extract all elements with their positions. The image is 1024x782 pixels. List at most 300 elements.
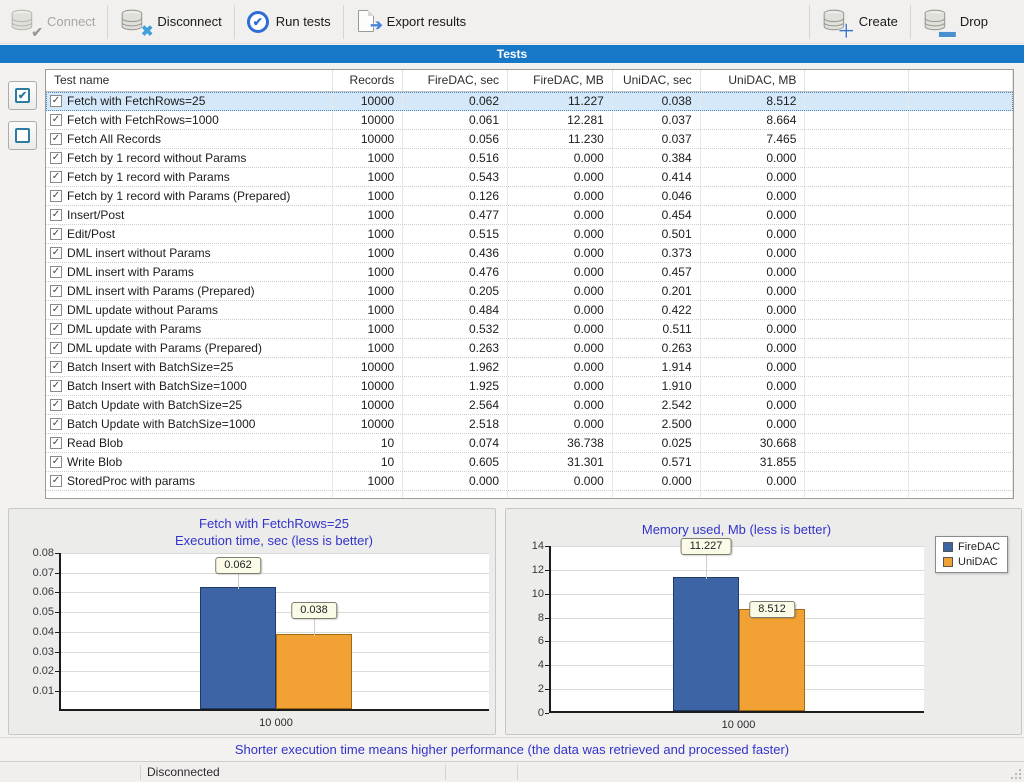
value-cell: 36.738 [508,434,613,452]
table-row[interactable] [46,472,1013,491]
test-name-cell [46,339,333,357]
value-cell [909,320,1013,338]
value-cell: 30.668 [701,434,806,452]
value-cell: 0.605 [403,453,508,471]
value-cell: 0.000 [701,263,806,281]
value-cell [805,130,909,148]
value-cell: 1.962 [403,358,508,376]
value-cell: 0.000 [508,187,613,205]
y-axis-tick [545,570,549,571]
toolbar-separator [107,5,108,39]
value-cell: 0.000 [508,225,613,243]
y-axis-tick [545,641,549,642]
unidac-bar [276,634,352,709]
value-cell: 0.000 [701,320,806,338]
y-axis-tick-label: 0.06 [32,586,54,598]
test-name: DML insert with Params [67,265,194,279]
table-row[interactable] [46,130,1013,149]
y-axis-tick-label: 0.03 [32,646,54,658]
value-cell: 0.000 [701,187,806,205]
table-row[interactable] [46,282,1013,301]
row-checkbox[interactable]: ✓ [51,209,61,220]
gridline [61,573,489,574]
value-cell [805,453,909,471]
value-cell: 0.000 [701,339,806,357]
value-cell: 10000 [333,415,403,433]
drop-button[interactable] [913,3,998,41]
test-name-cell [46,187,333,205]
y-axis-tick-label: 12 [531,564,544,576]
value-cell: 0.126 [403,187,508,205]
value-cell: 0.000 [508,263,613,281]
statusbar-separator [517,765,518,780]
value-cell [805,225,909,243]
value-cell: 0.000 [701,206,806,224]
value-cell: 0.000 [613,472,701,490]
y-axis-tick-label: 6 [537,635,544,647]
value-cell: 11.230 [508,130,613,148]
value-cell: 0.000 [701,472,806,490]
toolbar [0,0,1024,44]
value-cell: 0.000 [701,282,806,300]
checked-box-icon: ✔ [15,88,30,103]
row-checkbox[interactable]: ✓ [51,361,61,372]
test-name-cell [46,130,333,148]
value-cell: 1000 [333,282,403,300]
value-cell: 0.263 [613,339,701,357]
value-cell: 0.384 [613,149,701,167]
y-axis-tick [545,665,549,666]
legend-item [943,541,1000,553]
row-checkbox[interactable]: ✓ [51,342,61,353]
y-axis-tick-label: 0.05 [32,606,54,618]
value-cell: 0.436 [403,244,508,262]
connection-status: Disconnected [147,765,220,779]
value-cell [805,472,909,490]
performance-note: Shorter execution time means higher performance (the data was retrieved and processed faster) [0,737,1024,761]
column-header[interactable]: Records [333,70,403,91]
value-cell: 0.000 [701,415,806,433]
value-cell: 2.518 [403,415,508,433]
value-cell [909,263,1013,281]
value-callout: 0.062 [215,557,261,574]
y-axis-tick [55,573,59,574]
connect-button[interactable] [0,3,105,41]
value-cell: 0.000 [508,149,613,167]
test-name-cell [46,92,333,110]
row-checkbox[interactable]: ✓ [51,95,61,106]
y-axis-tick-label: 10 [531,588,544,600]
value-cell [909,225,1013,243]
y-axis-tick [55,632,59,633]
table-row[interactable] [46,149,1013,168]
export-results-label: Export results [386,14,467,29]
value-cell [805,358,909,376]
value-cell: 31.855 [701,453,806,471]
value-cell: 0.543 [403,168,508,186]
value-cell: 1.925 [403,377,508,395]
value-cell: 0.205 [403,282,508,300]
value-cell: 0.373 [613,244,701,262]
test-name: StoredProc with params [67,474,196,488]
value-cell: 11.227 [508,92,613,110]
toolbar-separator [910,5,911,39]
value-cell: 8.664 [701,111,806,129]
test-name-cell [46,301,333,319]
value-cell: 0.422 [613,301,701,319]
run-tests-label: Run tests [275,14,331,29]
value-cell [909,301,1013,319]
y-axis-tick [545,713,549,714]
value-cell: 10000 [333,377,403,395]
value-cell [909,415,1013,433]
value-cell: 0.000 [701,225,806,243]
table-filler [46,491,1013,499]
plot-area [32,547,489,729]
y-axis-tick [545,594,549,595]
value-cell [909,339,1013,357]
chart-legend [935,536,1008,573]
value-cell: 0.037 [613,111,701,129]
table-row[interactable] [46,244,1013,263]
table-row[interactable] [46,453,1013,472]
legend-label: FireDAC [958,541,1001,553]
test-name-cell [46,453,333,471]
toolbar-separator [809,5,810,39]
column-header[interactable] [909,70,1013,91]
value-cell: 0.511 [613,320,701,338]
y-axis-tick [55,691,59,692]
test-name-cell [46,263,333,281]
database-x-icon: ✖ [120,8,150,36]
value-cell [909,396,1013,414]
test-name-cell [46,111,333,129]
table-row[interactable] [46,168,1013,187]
value-cell: 0.454 [613,206,701,224]
table-row[interactable] [46,206,1013,225]
test-name: Batch Insert with BatchSize=1000 [67,379,247,393]
value-cell: 1000 [333,206,403,224]
value-cell [909,434,1013,452]
test-name: DML update without Params [67,303,218,317]
table-row[interactable] [46,339,1013,358]
test-name: Fetch with FetchRows=1000 [67,113,219,127]
y-axis-tick-label: 14 [531,540,544,552]
resize-grip-icon[interactable] [1010,768,1022,780]
y-axis-tick [55,612,59,613]
y-axis-tick-label: 0.02 [32,665,54,677]
legend-swatch-icon [943,542,953,552]
column-header[interactable]: UniDAC, MB [701,70,806,91]
row-checkbox[interactable]: ✓ [51,323,61,334]
value-cell: 0.571 [613,453,701,471]
test-name-cell [46,168,333,186]
test-name: Fetch All Records [67,132,162,146]
value-cell [805,244,909,262]
y-axis-tick [545,546,549,547]
unchecked-box-icon [15,128,30,143]
y-axis-tick-label: 4 [537,659,544,671]
value-cell: 1000 [333,225,403,243]
test-name: DML insert with Params (Prepared) [67,284,255,298]
check-all-button[interactable] [8,81,37,110]
y-axis-tick-label: 0 [537,707,544,719]
legend-item [943,556,1000,568]
memory-used-chart [505,508,1022,735]
value-cell: 8.512 [701,92,806,110]
test-name-cell [46,434,333,452]
value-cell: 0.000 [508,472,613,490]
firedac-bar [200,587,276,709]
column-header[interactable] [805,70,909,91]
value-cell: 0.038 [613,92,701,110]
value-cell: 0.516 [403,149,508,167]
table-row[interactable] [46,92,1013,111]
value-cell [909,282,1013,300]
value-cell [805,320,909,338]
value-cell: 0.000 [701,396,806,414]
value-cell: 10000 [333,396,403,414]
row-checkbox[interactable]: ✓ [51,190,61,201]
database-plus-icon: ＋ [822,8,852,36]
test-name: DML insert without Params [67,246,211,260]
export-results-button[interactable] [346,3,476,41]
row-checkbox[interactable]: ✓ [51,228,61,239]
y-axis-tick-label: 0.07 [32,567,54,579]
value-cell [909,377,1013,395]
y-axis-tick [545,618,549,619]
value-cell [805,168,909,186]
row-checkbox[interactable]: ✓ [51,304,61,315]
tests-panel-header [0,45,1024,63]
test-name-cell [46,415,333,433]
value-cell: 0.074 [403,434,508,452]
database-minus-icon: ▬ [923,8,953,36]
column-header[interactable]: UniDAC, sec [613,70,701,91]
y-axis-tick [55,652,59,653]
value-cell: 0.061 [403,111,508,129]
value-cell: 1000 [333,472,403,490]
row-checkbox[interactable]: ✓ [51,152,61,163]
value-callout: 11.227 [681,538,732,555]
y-axis-tick-label: 2 [537,683,544,695]
value-cell: 10000 [333,92,403,110]
test-name: DML update with Params [67,322,202,336]
value-cell: 0.000 [508,396,613,414]
unidac-bar [739,609,805,711]
legend-label: UniDAC [958,556,998,568]
value-cell: 31.301 [508,453,613,471]
value-cell: 1000 [333,168,403,186]
y-axis-tick [55,592,59,593]
statusbar-separator [445,765,446,780]
column-header[interactable]: Test name [46,70,333,91]
test-name: Edit/Post [67,227,116,241]
test-name-cell [46,320,333,338]
value-cell [909,111,1013,129]
toolbar-separator [234,5,235,39]
value-cell: 0.000 [508,282,613,300]
value-cell: 0.062 [403,92,508,110]
value-cell: 1000 [333,149,403,167]
value-cell: 0.000 [403,472,508,490]
value-cell: 0.037 [613,130,701,148]
value-cell [805,434,909,452]
row-checkbox[interactable]: ✓ [51,114,61,125]
value-cell: 0.000 [508,320,613,338]
disconnect-button[interactable] [110,3,231,41]
statusbar-separator [140,765,141,780]
value-cell: 1000 [333,301,403,319]
value-cell: 1000 [333,244,403,262]
gridline [551,546,924,547]
value-cell: 0.000 [701,244,806,262]
gridline [61,553,489,554]
test-name-cell [46,472,333,490]
firedac-bar [673,577,739,711]
row-checkbox[interactable]: ✓ [51,418,61,429]
drop-label: Drop [959,14,988,29]
table-row[interactable] [46,301,1013,320]
table-row[interactable] [46,111,1013,130]
tests-panel-title: Tests [496,47,528,61]
column-header[interactable]: FireDAC, sec [403,70,508,91]
callout-connector [706,554,707,579]
test-name: Read Blob [67,436,124,450]
y-axis-tick [55,553,59,554]
value-cell: 0.000 [508,206,613,224]
table-row[interactable] [46,358,1013,377]
test-name-cell [46,358,333,376]
y-axis-tick-label: 0.04 [32,626,54,638]
value-cell: 0.000 [701,377,806,395]
row-checkbox[interactable]: ✓ [51,266,61,277]
value-cell: 10000 [333,111,403,129]
row-checkbox[interactable]: ✓ [51,456,61,467]
y-axis-tick [545,689,549,690]
test-name: Fetch by 1 record without Params [67,151,247,165]
test-name-cell [46,244,333,262]
y-axis-tick-label: 8 [537,612,544,624]
toolbar-separator [343,5,344,39]
row-checkbox[interactable]: ✓ [51,437,61,448]
value-cell [805,149,909,167]
value-cell: 0.000 [701,358,806,376]
circle-check-icon: ✔ [247,11,269,33]
value-cell: 1.914 [613,358,701,376]
value-cell [909,244,1013,262]
row-checkbox[interactable]: ✓ [51,475,61,486]
value-cell [805,339,909,357]
value-cell: 1000 [333,263,403,281]
value-cell: 0.000 [508,301,613,319]
chart-subtitle: Execution time, sec (less is better) [175,533,373,548]
plot-area [531,540,924,731]
y-axis-tick-label: 0.01 [32,685,54,697]
value-cell [909,206,1013,224]
x-axis-category-label: 10 000 [259,717,293,729]
table-row[interactable] [46,263,1013,282]
value-cell: 0.056 [403,130,508,148]
value-cell: 0.457 [613,263,701,281]
legend-swatch-icon [943,557,953,567]
test-name: Fetch by 1 record with Params (Prepared) [67,189,291,203]
value-cell: 0.414 [613,168,701,186]
row-checkbox[interactable]: ✓ [51,285,61,296]
value-cell [909,92,1013,110]
value-cell [909,168,1013,186]
create-label: Create [858,14,898,29]
value-cell [909,453,1013,471]
value-cell: 2.500 [613,415,701,433]
value-cell: 0.263 [403,339,508,357]
table-row[interactable] [46,396,1013,415]
row-checkbox[interactable]: ✓ [51,399,61,410]
test-name: Batch Insert with BatchSize=25 [67,360,234,374]
value-callout: 0.038 [291,602,337,619]
create-button[interactable] [812,3,908,41]
chart-title: Fetch with FetchRows=25 [199,516,349,531]
table-row[interactable] [46,225,1013,244]
value-callout: 8.512 [749,601,795,618]
status-bar [0,761,1024,782]
uncheck-all-button[interactable] [8,121,37,150]
value-cell [805,111,909,129]
value-cell: 0.201 [613,282,701,300]
column-header[interactable]: FireDAC, MB [508,70,613,91]
value-cell [805,396,909,414]
value-cell: 12.281 [508,111,613,129]
test-name: Batch Update with BatchSize=1000 [67,417,256,431]
document-arrow-icon: ➔ [356,9,380,35]
results-table [45,69,1014,499]
table-row[interactable] [46,377,1013,396]
value-cell: 1000 [333,339,403,357]
value-cell: 0.000 [508,168,613,186]
callout-connector [314,618,315,636]
row-checkbox[interactable]: ✓ [51,171,61,182]
value-cell [805,282,909,300]
y-axis-tick [55,671,59,672]
database-check-icon: ✔ [10,8,40,36]
row-checkbox[interactable]: ✓ [51,247,61,258]
value-cell: 1000 [333,187,403,205]
test-name: Fetch with FetchRows=25 [67,94,206,108]
table-row[interactable] [46,187,1013,206]
value-cell: 0.501 [613,225,701,243]
value-cell: 0.000 [701,301,806,319]
value-cell: 0.000 [508,244,613,262]
value-cell [805,301,909,319]
test-name: Batch Update with BatchSize=25 [67,398,243,412]
value-cell: 0.484 [403,301,508,319]
row-checkbox[interactable]: ✓ [51,380,61,391]
run-tests-button[interactable] [237,3,341,41]
table-row[interactable] [46,320,1013,339]
value-cell: 1.910 [613,377,701,395]
test-name: Fetch by 1 record with Params [67,170,230,184]
row-checkbox[interactable]: ✓ [51,133,61,144]
test-name: DML update with Params (Prepared) [67,341,262,355]
value-cell [909,149,1013,167]
value-cell: 1000 [333,320,403,338]
value-cell [909,358,1013,376]
chart-title: Memory used, Mb (less is better) [641,522,832,537]
table-row[interactable] [46,434,1013,453]
value-cell: 0.477 [403,206,508,224]
value-cell [909,472,1013,490]
table-row[interactable] [46,415,1013,434]
